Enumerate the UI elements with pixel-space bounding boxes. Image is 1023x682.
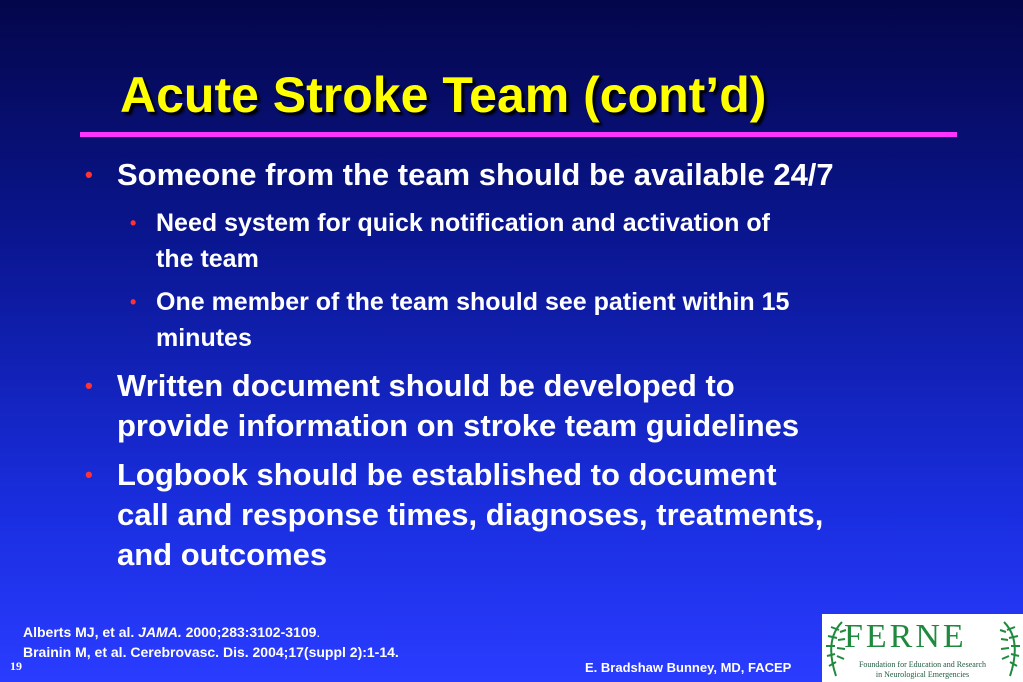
bullet-marker: • xyxy=(130,213,137,233)
sub-bullet-line: minutes xyxy=(156,324,252,352)
bullet-marker: • xyxy=(85,162,93,187)
sub-bullet-line: the team xyxy=(156,245,259,273)
bullet-line: and outcomes xyxy=(117,537,328,572)
reference-2: Brainin M, et al. Cerebrovasc. Dis. 2004;17(suppl 2):1-14. xyxy=(23,644,399,660)
bullet-item xyxy=(85,455,1007,575)
bullet-marker: • xyxy=(85,373,93,398)
sub-bullet-item xyxy=(130,205,1006,277)
reference-citation: 2000;283:3102-3109 xyxy=(181,624,317,640)
bullet-marker: • xyxy=(130,292,137,312)
bullet-line: Logbook should be established to document xyxy=(117,457,777,492)
bullet-line: provide information on stroke team guidelines xyxy=(117,408,800,443)
logo-subtitle: in Neurological Emergencies xyxy=(875,670,970,679)
bullet-text: Someone from the team should be available 24/7 xyxy=(117,157,834,192)
sub-bullet-item xyxy=(130,284,1006,356)
bullet-line: Written document should be developed to xyxy=(117,368,735,403)
sub-bullet-line: One member of the team should see patient within 15 xyxy=(156,288,790,316)
reference-1 xyxy=(23,622,399,642)
page-number: 19 xyxy=(10,659,22,673)
slide-title: Acute Stroke Team (cont’d) xyxy=(120,67,767,123)
logo-wordmark: FERNE xyxy=(844,618,967,655)
reference-period: . xyxy=(316,624,321,640)
bullet-item xyxy=(85,366,1007,446)
ferne-logo xyxy=(822,614,1023,682)
bullet-line: call and response times, diagnoses, treatments, xyxy=(117,497,824,532)
author-credit: E. Bradshaw Bunney, MD, FACEP xyxy=(585,660,792,675)
reference-journal: JAMA. xyxy=(138,624,182,640)
bullet-marker: • xyxy=(85,462,93,487)
reference-authors: Alberts MJ, et al. xyxy=(23,624,139,640)
logo-subtitle: Foundation for Education and Research xyxy=(858,660,987,669)
bullet-item xyxy=(85,157,1007,193)
references xyxy=(23,622,399,662)
sub-bullet-line: Need system for quick notification and activation of xyxy=(156,209,770,237)
